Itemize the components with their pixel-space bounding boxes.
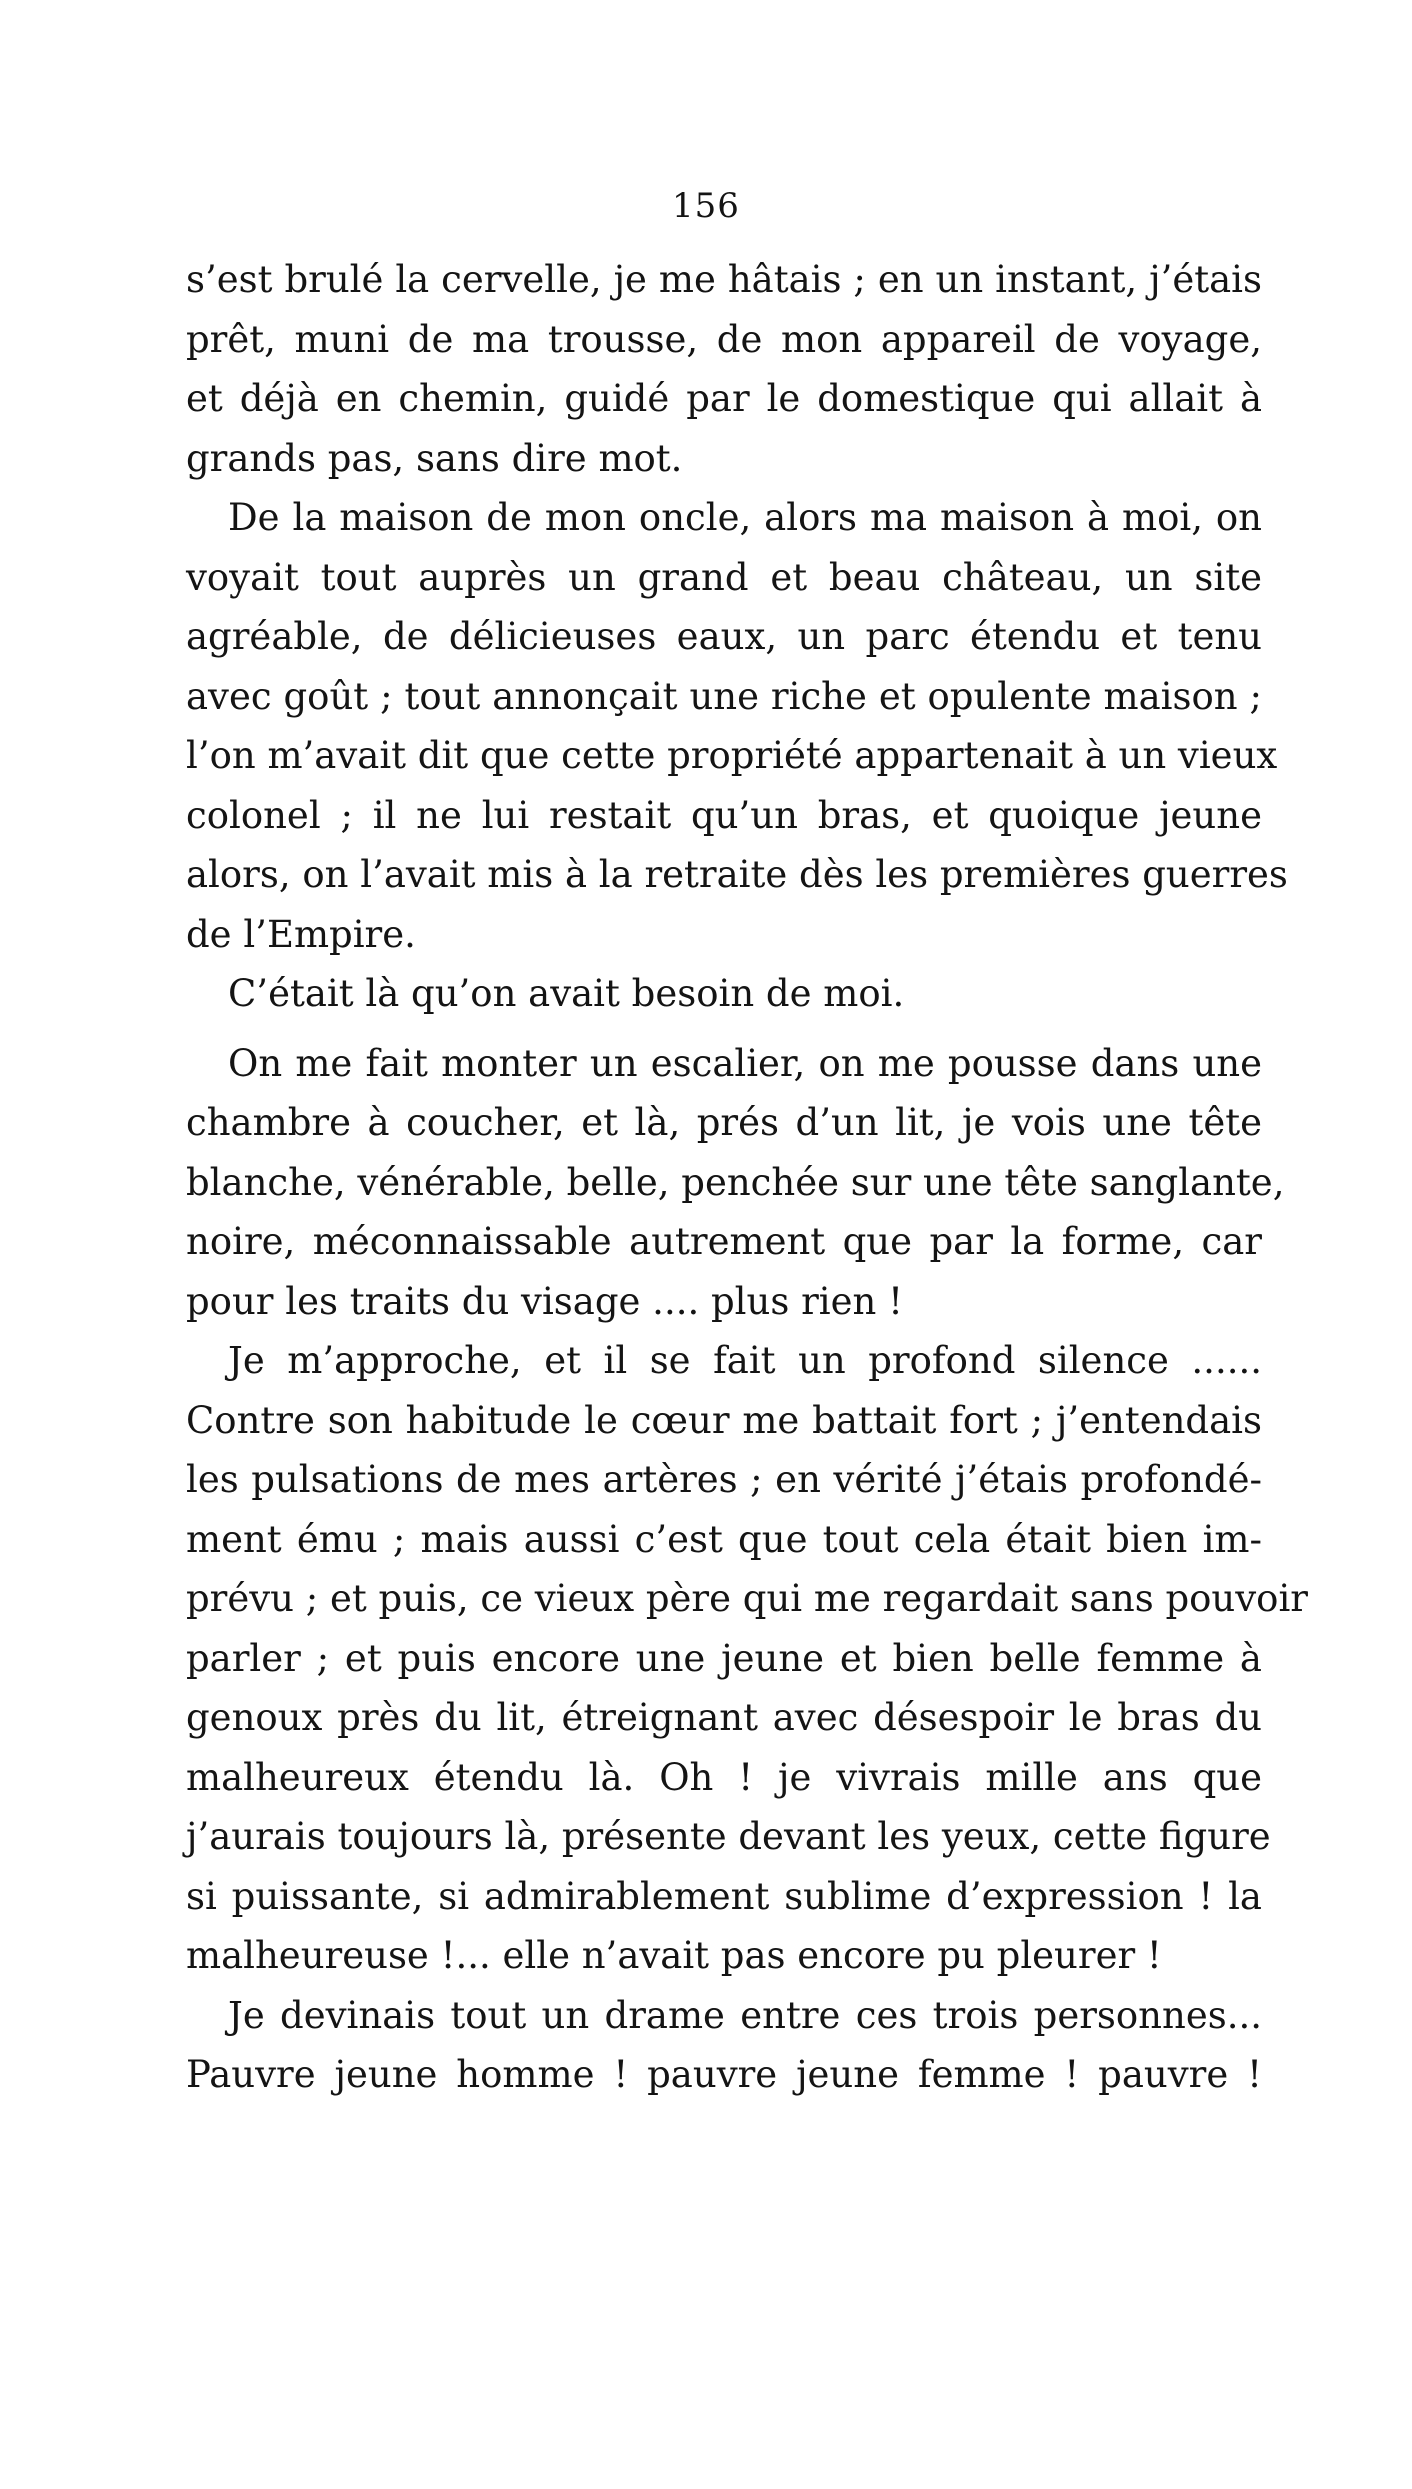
text-line: avec goût ; tout annonçait une riche et opulente maison ; [186, 674, 1262, 718]
text-line: l’on m’avait dit que cette propriété appartenait à un vieux [186, 734, 1278, 777]
text-line: parler ; et puis encore une jeune et bien belle femme à [186, 1636, 1262, 1680]
text-line: chambre à coucher, et là, prés d’un lit, je vois une tête [186, 1101, 1262, 1144]
text-line: j’aurais toujours là, présente devant les yeux, cette figure [186, 1815, 1271, 1858]
text-line: malheureux étendu là. Oh ! je vivrais mille ans que [186, 1755, 1262, 1799]
text-line: voyait tout auprès un grand et beau château, un site [186, 555, 1262, 599]
text-line: prévu ; et puis, ce vieux père qui me regardait sans pouvoir [186, 1577, 1308, 1620]
text-line: noire, méconnaissable autrement que par la forme, car [186, 1220, 1262, 1263]
text-line: prêt, muni de ma trousse, de mon appareil de voyage, [186, 317, 1262, 361]
text-line: s’est brulé la cervelle, je me hâtais ; en un instant, j’étais [186, 258, 1262, 301]
text-line: pour les traits du visage .... plus rien ! [186, 1279, 903, 1323]
text-line: Je devinais tout un drame entre ces trois personnes... [228, 1993, 1262, 2037]
text-line: malheureuse !... elle n’avait pas encore pu pleurer ! [186, 1934, 1162, 1977]
text-line: grands pas, sans dire mot. [186, 436, 683, 480]
text-line: Contre son habitude le cœur me battait fort ; j’entendais [186, 1398, 1262, 1442]
text-line: genoux près du lit, étreignant avec désespoir le bras du [186, 1696, 1262, 1739]
page-number: 156 [672, 186, 740, 226]
text-line: et déjà en chemin, guidé par le domestique qui allait à [186, 377, 1262, 420]
text-line: les pulsations de mes artères ; en vérité j’étais profondé- [186, 1458, 1262, 1501]
text-line: si puissante, si admirablement sublime d’expression ! la [186, 1874, 1262, 1918]
text-line: blanche, vénérable, belle, penchée sur une tête sanglante, [186, 1160, 1285, 1204]
body-text [186, 250, 1308, 2105]
text-line: ment ému ; mais aussi c’est que tout cela était bien im- [186, 1517, 1262, 1561]
text-line: colonel ; il ne lui restait qu’un bras, et quoique jeune [186, 793, 1262, 837]
text-line: agréable, de délicieuses eaux, un parc étendu et tenu [186, 615, 1262, 658]
text-line: On me fait monter un escalier, on me pousse dans une [228, 1041, 1262, 1085]
text-line: de l’Empire. [186, 912, 416, 956]
text-line: C’était là qu’on avait besoin de moi. [228, 972, 905, 1015]
text-line: alors, on l’avait mis à la retraite dès les premières guerres [186, 853, 1288, 896]
text-line: Je m’approche, et il se fait un profond silence ...... [228, 1339, 1262, 1382]
text-line: De la maison de mon oncle, alors ma maison à moi, on [228, 496, 1262, 539]
text-line: Pauvre jeune homme ! pauvre jeune femme ! pauvre ! [186, 2053, 1262, 2096]
